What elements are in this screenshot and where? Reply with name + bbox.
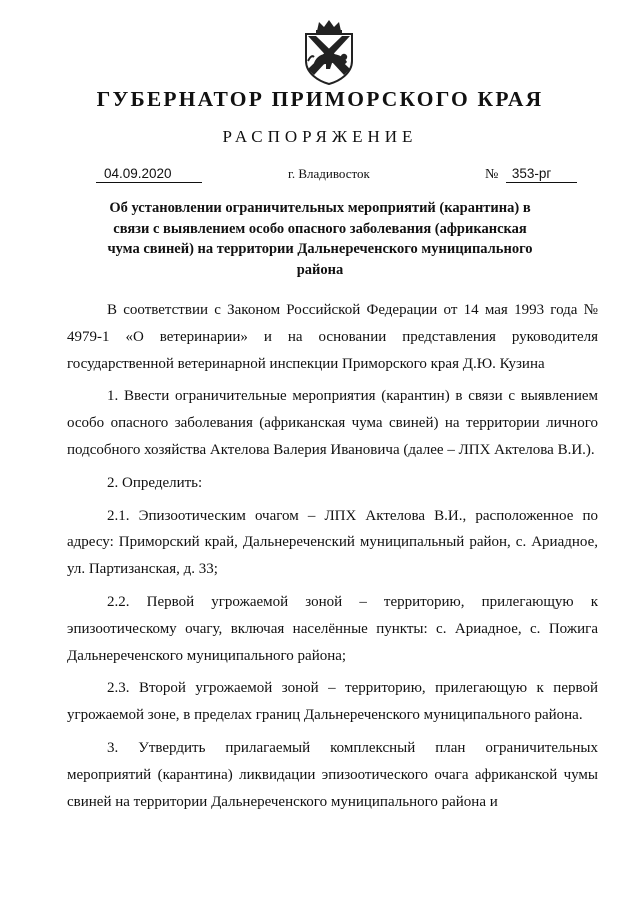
number-value: 353-рг — [506, 166, 577, 183]
document-body — [67, 297, 598, 815]
paragraph-item-2: 2. Определить: — [107, 474, 203, 491]
governor-title: ГУБЕРНАТОР ПРИМОРСКОГО КРАЯ — [96, 87, 544, 111]
paragraph-item-1: 1. Ввести ограничительные мероприятия (карантин) в связи с выявлением особо опасного заболевания (африканская чума свиней) на территории личного подсобного хозяйства Актелова Валерия Ивановича (далее – ЛПХ Актелова В.И.). — [67, 388, 598, 458]
document-number — [485, 166, 577, 183]
number-label: № — [485, 167, 499, 182]
paragraph-item-2-3: 2.3. Второй угрожаемой зоной – территорию, прилегающую к первой угрожаемой зоне, в пределах границ Дальнереченского муниципального района. — [67, 680, 598, 724]
document-city: г. Владивосток — [288, 166, 370, 181]
document-subject: Об установлении ограничительных мероприятий (карантина) в связи с выявлением особо опасного заболевания (африканская чума свиней) на территории Дальнереченского муниципального района — [107, 200, 533, 278]
coat-of-arms-icon — [300, 19, 358, 85]
paragraph-preamble: В соответствии с Законом Российской Федерации от 14 мая 1993 года № 4979-1 «О ветеринарии» и на основании представления руководителя государственной ветеринарной инспекции Приморского края Д.Ю. Кузина — [67, 302, 598, 372]
paragraph-item-2-1: 2.1. Эпизоотическим очагом – ЛПХ Актелова В.И., расположенное по адресу: Приморский край, Дальнереченский муниципальный район, с. Ариадное, ул. Партизанская, д. 33; — [67, 507, 598, 578]
date-value: 04.09.2020 — [96, 166, 202, 183]
document-type-title: РАСПОРЯЖЕНИЕ — [222, 127, 418, 146]
document-date — [96, 166, 202, 183]
paragraph-item-3: 3. Утвердить прилагаемый комплексный план ограничительных мероприятий (карантина) ликвидации эпизоотического очага африканской чумы свиней на территории Дальнереченского муниципального района и — [67, 739, 598, 810]
paragraph-item-2-2: 2.2. Первой угрожаемой зоной – территорию, прилегающую к эпизоотическому очагу, включая населённые пункты: с. Ариадное, с. Пожига Дальнереченского муниципального района; — [67, 593, 598, 664]
